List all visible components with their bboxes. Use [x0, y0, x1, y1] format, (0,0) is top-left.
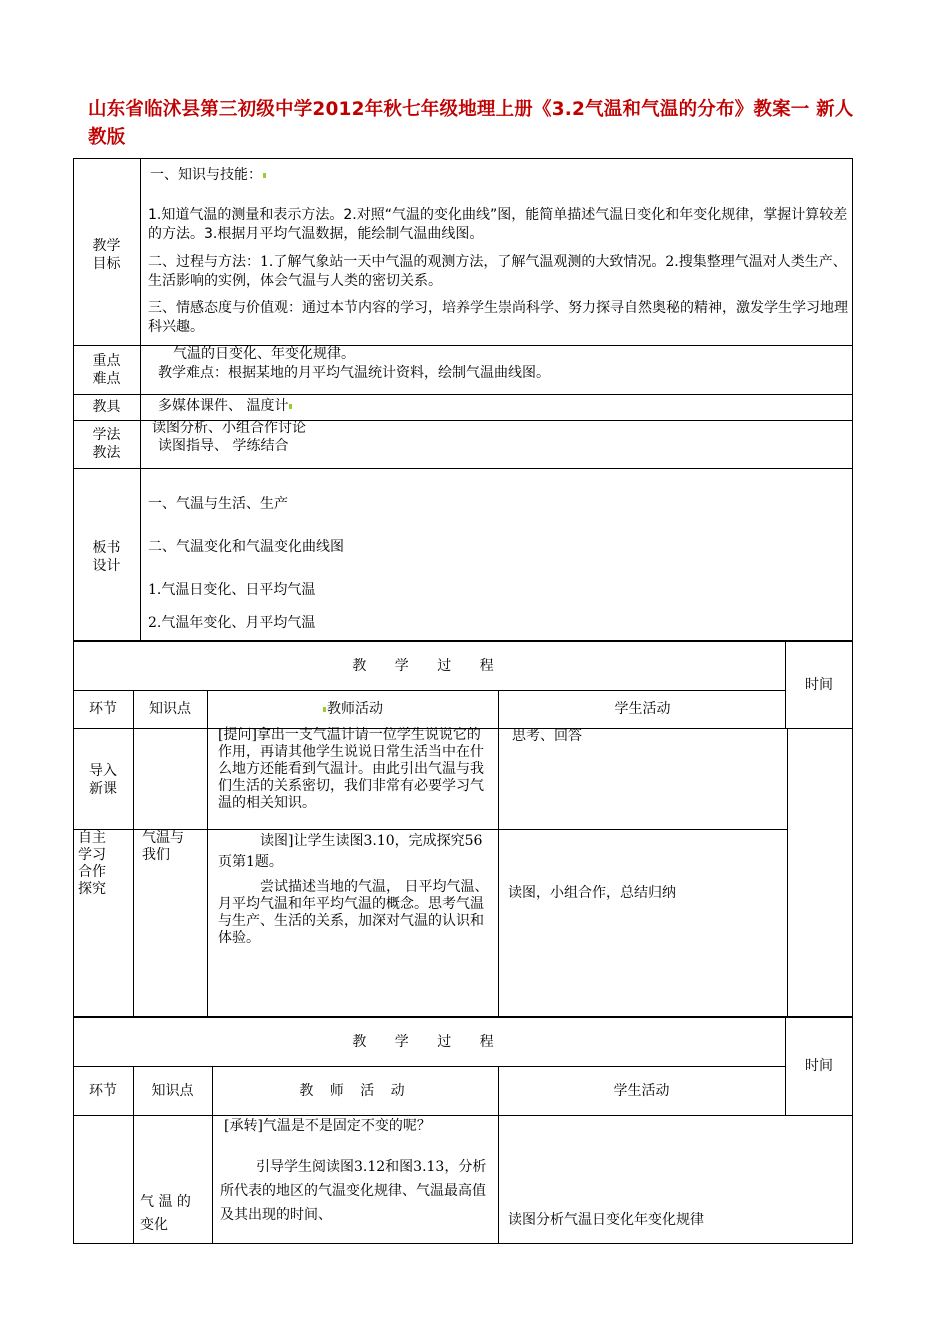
row1-teacher: [提问]拿出一支气温计请一位学生说说它的作用，再请其他学生说说日常生活当中在什么地方还能看到气温计。由此引出气温与我们生活的关系密切，我们非常有必要学习气温的相关知识。 [218, 727, 484, 811]
row3-teacher-p1: [承转]气温是不是固定不变的呢？ [224, 1118, 431, 1134]
process2-col-stage: 环节 [89, 1083, 117, 1099]
process2-col-student: 学生活动 [613, 1083, 670, 1099]
tools-label: 教具 [92, 399, 121, 415]
row2-student: 读图，小组合作，总结归纳 [508, 885, 676, 901]
board-line-3: 1.气温日变化、日平均气温 [148, 582, 316, 598]
row3-student: 读图分析气温日变化年变化规律 [508, 1212, 704, 1228]
process1-col-stage: 环节 [89, 701, 117, 717]
row2-teacher-p1: 读图]让学生读图3.10，完成探究56页第1题。 [218, 833, 483, 870]
board-label: 板书 设计 [92, 540, 121, 574]
keypoints-label: 重点 难点 [92, 353, 121, 387]
document-title: 山东省临沭县第三初级中学2012年秋七年级地理上册《3.2气温和气温的分布》教案一 新人教版 [88, 99, 854, 148]
board-line-2: 二、气温变化和气温变化曲线图 [148, 539, 344, 555]
process1-col-teacher: 教师活动 [207, 700, 498, 718]
keypoints-key: 气温的日变化、年变化规律。 [173, 346, 355, 362]
process1-time: 时间 [805, 677, 833, 693]
row2-teacher-p2: 尝试描述当地的气温， 日平均气温、月平均气温和年平均气温的概念。思考气温与生产、生活的关系，加深对气温的认识和体验。 [218, 879, 489, 946]
row3-point: 气 温 的 变化 [140, 1194, 191, 1233]
board-line-4: 2.气温年变化、月平均气温 [148, 615, 316, 631]
goals-label: 教学 目标 [92, 238, 121, 272]
process2-time: 时间 [805, 1058, 833, 1074]
goals-emotion: 三、情感态度与价值观：通过本节内容的学习，培养学生崇尚科学、努力探寻自然奥秘的精神，激发学生学习地理科兴趣。 [148, 300, 848, 335]
process2-header: 教 学 过 程 [352, 1034, 506, 1050]
row3-teacher-p2: 引导学生阅读图3.12和图3.13，分析所代表的地区的气温变化规律、气温最高值及其出现的时间、 [220, 1159, 487, 1223]
tools-value: 多媒体课件、 温度计 [158, 397, 293, 416]
goals-knowledge: 1.知道气温的测量和表示方法。2.对照“气温的变化曲线”图，能简单描述气温日变化和年变化规律，掌握计算较差的方法。3.根据月平均气温数据，能绘制气温曲线图。 [148, 207, 848, 242]
board-line-1: 一、气温与生活、生产 [148, 496, 288, 512]
goals-heading: 一、知识与技能： [150, 166, 267, 185]
process1-header: 教 学 过 程 [352, 658, 506, 674]
row2-point: 气温与 我们 [142, 830, 184, 863]
process2-col-point: 知识点 [151, 1083, 194, 1099]
methods-line1: 读图分析、小组合作讨论 [152, 420, 306, 436]
row2-stage: 自主 学习 合作 探究 [78, 830, 106, 897]
goals-process: 二、过程与方法：1.了解气象站一天中气温的观测方法，了解气温观测的大致情况。2.搜集整理气温对人类生产、生活影响的实例，体会气温与人类的密切关系。 [148, 254, 847, 289]
row1-student: 思考、回答 [512, 728, 582, 744]
process2-col-teacher: 教 师 活 动 [299, 1083, 411, 1099]
process1-col-point: 知识点 [149, 701, 191, 717]
process1-col-student: 学生活动 [614, 701, 671, 717]
methods-label: 学法 教法 [92, 427, 121, 461]
methods-line2: 读图指导、 学练结合 [158, 438, 289, 454]
row1-stage: 导入 新课 [89, 763, 117, 797]
keypoints-difficult: 教学难点：根据某地的月平均气温统计资料，绘制气温曲线图。 [158, 365, 550, 381]
